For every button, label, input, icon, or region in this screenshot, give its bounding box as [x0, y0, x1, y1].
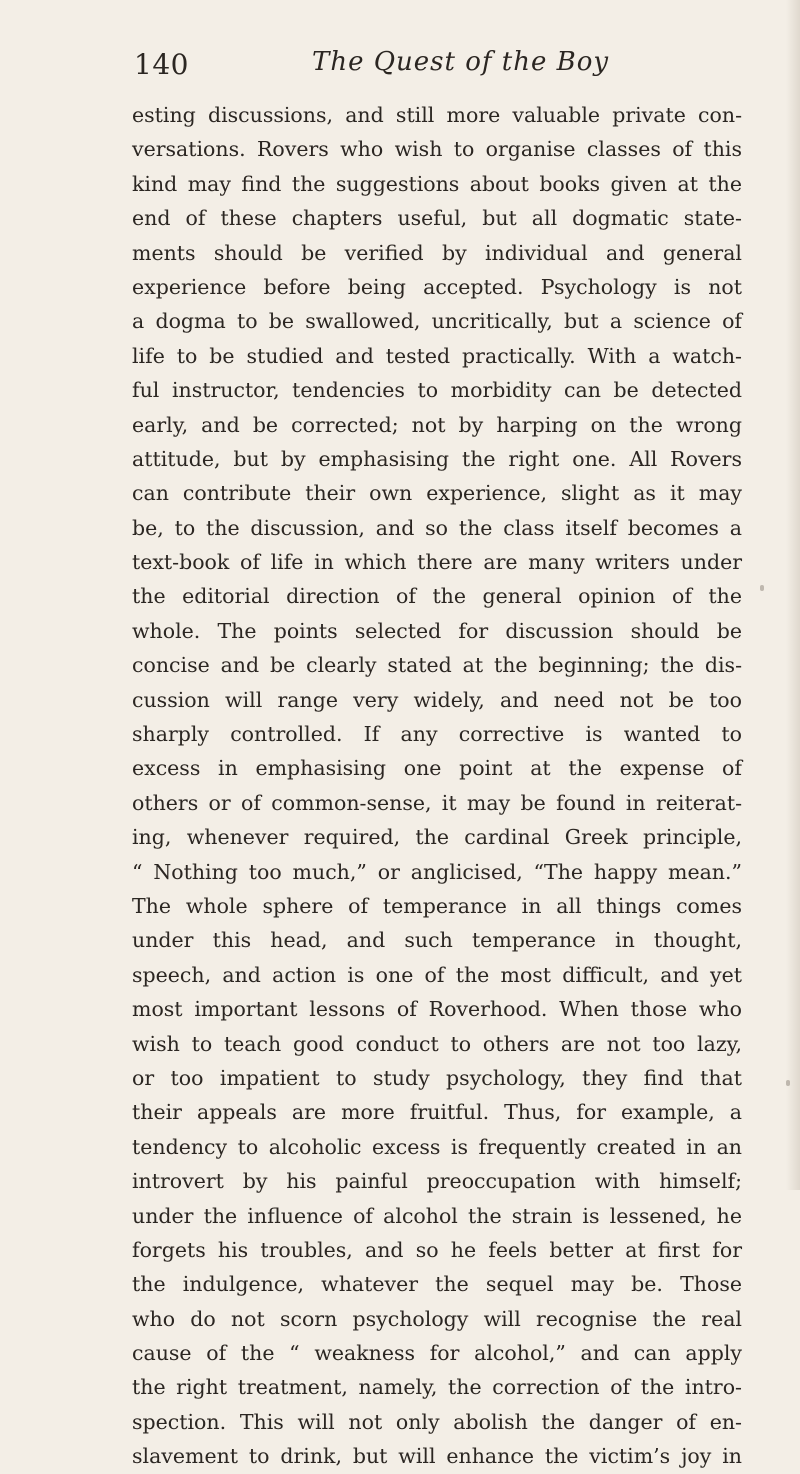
- text-line: “ Nothing too much,” or anglicised, “The happy mean.”: [132, 859, 742, 884]
- text-line: early, and be corrected; not by harping on the wrong: [132, 412, 742, 437]
- text-line: excess in emphasising one point at the expense of: [132, 756, 742, 781]
- text-line: text-book of life in which there are many writers under: [132, 550, 742, 575]
- text-line: tendency to alcoholic excess is frequently created in an: [132, 1134, 742, 1159]
- print-speck: [760, 585, 764, 591]
- page-edge-shadow: [786, 0, 800, 1190]
- text-line: forgets his troubles, and so he feels better at first for: [132, 1237, 742, 1262]
- text-line: or too impatient to study psychology, they find that: [132, 1065, 742, 1090]
- text-line: experience before being accepted. Psychology is not: [132, 274, 742, 299]
- text-line: cause of the “ weakness for alcohol,” and can apply: [132, 1341, 742, 1366]
- body-text: [132, 98, 742, 1474]
- text-line: under this head, and such temperance in thought,: [132, 928, 742, 953]
- running-title: The Quest of the Boy: [312, 47, 610, 77]
- text-line: kind may find the suggestions about books given at the: [132, 171, 742, 196]
- print-speck: [786, 1080, 790, 1086]
- text-line: life to be studied and tested practically. With a watch-: [132, 343, 742, 368]
- text-line: sharply controlled. If any corrective is wanted to: [132, 722, 742, 747]
- text-line: concise and be clearly stated at the beginning; the dis-: [132, 653, 742, 678]
- text-line: versations. Rovers who wish to organise classes of this: [132, 137, 742, 162]
- text-line: ing, whenever required, the cardinal Greek principle,: [132, 825, 742, 850]
- text-line: introvert by his painful preoccupation with himself;: [132, 1169, 742, 1194]
- text-line: The whole sphere of temperance in all things comes: [132, 893, 742, 918]
- text-line: wish to teach good conduct to others are not too lazy,: [132, 1031, 742, 1056]
- text-line: most important lessons of Roverhood. When those who: [132, 997, 742, 1022]
- page-number: 140: [134, 48, 189, 81]
- text-line: ful instructor, tendencies to morbidity can be detected: [132, 378, 742, 403]
- text-line: who do not scorn psychology will recognise the real: [132, 1306, 742, 1331]
- text-line: the right treatment, namely, the correction of the intro-: [132, 1375, 742, 1400]
- text-line: slavement to drink, but will enhance the victim’s joy in: [132, 1444, 742, 1469]
- text-line: cussion will range very widely, and need not be too: [132, 687, 742, 712]
- text-line: a dogma to be swallowed, uncritically, but a science of: [132, 309, 742, 334]
- text-line: can contribute their own experience, slight as it may: [132, 481, 742, 506]
- text-line: whole. The points selected for discussion should be: [132, 618, 742, 643]
- text-line: end of these chapters useful, but all dogmatic state-: [132, 206, 742, 231]
- text-line: the indulgence, whatever the sequel may be. Those: [132, 1272, 742, 1297]
- text-line: speech, and action is one of the most difficult, and yet: [132, 962, 742, 987]
- text-line: ments should be verified by individual and general: [132, 240, 742, 265]
- text-line: others or of common-sense, it may be found in reiterat-: [132, 790, 742, 815]
- text-line: the editorial direction of the general opinion of the: [132, 584, 742, 609]
- text-line: under the influence of alcohol the strain is lessened, he: [132, 1203, 742, 1228]
- text-line: their appeals are more fruitful. Thus, for example, a: [132, 1100, 742, 1125]
- text-line: attitude, but by emphasising the right one. All Rovers: [132, 446, 742, 471]
- text-line: spection. This will not only abolish the danger of en-: [132, 1409, 742, 1434]
- text-line: be, to the discussion, and so the class itself becomes a: [132, 515, 742, 540]
- text-line: esting discussions, and still more valuable private con-: [132, 103, 742, 127]
